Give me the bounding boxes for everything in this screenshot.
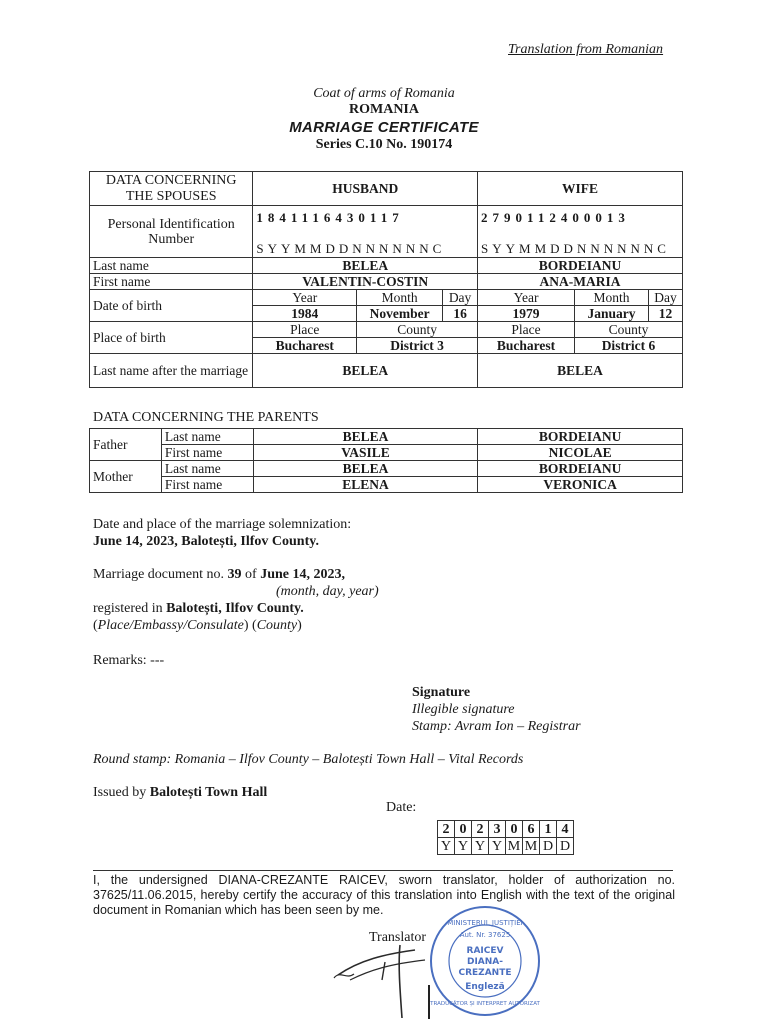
parents-section-label: DATA CONCERNING THE PARENTS [93, 410, 319, 425]
husband-month-label: Month [357, 290, 443, 306]
wife-birth-county: District 6 [574, 338, 682, 354]
wife-mother-last-name: BORDEIANU [478, 461, 683, 477]
registered-format-b: County [256, 618, 298, 633]
date-pattern: M [506, 838, 523, 855]
registered-format-a: Place/Embassy/Consulate [97, 618, 244, 633]
translator-stamp [425, 905, 545, 1017]
remarks: Remarks: --- [93, 653, 165, 668]
date-label: Date: [386, 800, 417, 815]
mother-last-name-label: Last name [161, 461, 253, 477]
father-first-name-label: First name [161, 445, 253, 461]
doc-date: June 14, 2023, [260, 567, 345, 582]
stamp-top-text: MINISTERUL JUSTIȚIEI [447, 919, 523, 927]
husband-pin-pattern: SYYMMDDNNNNNNC [256, 241, 446, 256]
wife-mother-first-name: VERONICA [478, 477, 683, 493]
signature-stroke [428, 985, 430, 1019]
date-digit: 2 [438, 821, 455, 838]
doc-date-format: (month, day, year) [276, 584, 379, 599]
issued-by: Balotești Town Hall [149, 785, 268, 800]
wife-county-label: County [574, 322, 682, 338]
translator-certification: I, the undersigned DIANA-CREZANTE RAICEV, sworn translator, holder of authorization no. 37625/11.06.2015, hereby certify the accuracy of this translation into English with the text of the original document in Romanian which has been seen by me. [93, 873, 675, 917]
registered-place: Balotești, Ilfov County. [166, 601, 304, 616]
husband-place-label: Place [253, 322, 357, 338]
father-label: Father [90, 429, 162, 461]
solemnization-place: Balotești, Ilfov County. [181, 534, 319, 549]
husband-last-name: BELEA [253, 258, 478, 274]
document-title: MARRIAGE CERTIFICATE [289, 119, 479, 136]
husband-day-label: Day [443, 290, 478, 306]
date-pattern: Y [438, 838, 455, 855]
husband-birth-year: 1984 [253, 306, 357, 322]
signature-line-1: Illegible signature [412, 702, 515, 717]
husband-first-name: VALENTIN-COSTIN [253, 274, 478, 290]
stamp-name-2: DIANA- [466, 957, 504, 967]
stamp-name-3: CREZANTE [458, 968, 512, 978]
parents-table [89, 428, 683, 493]
mother-label: Mother [90, 461, 162, 493]
round-stamp-note: Round stamp: Romania – Ilfov County – Balotești Town Hall – Vital Records [93, 752, 524, 767]
date-digit: 1 [540, 821, 557, 838]
first-name-label: First name [90, 274, 253, 290]
date-digit: 6 [523, 821, 540, 838]
wife-first-name: ANA-MARIA [478, 274, 683, 290]
solemnization-label: Date and place of the marriage solemnization: [93, 517, 352, 532]
wife-after-marriage: BELEA [478, 354, 683, 388]
husband-father-first-name: VASILE [253, 445, 478, 461]
translator-signature [330, 940, 440, 1020]
husband-birth-place: Bucharest [253, 338, 357, 354]
coat-of-arms-line: Coat of arms of Romania [313, 86, 455, 101]
husband-birth-day: 16 [443, 306, 478, 322]
wife-header: WIFE [478, 172, 683, 206]
series-number: Series C.10 No. 190174 [315, 137, 453, 152]
wife-birth-place: Bucharest [478, 338, 575, 354]
date-pattern: Y [455, 838, 472, 855]
father-last-name-label: Last name [161, 429, 253, 445]
husband-birth-month: November [357, 306, 443, 322]
issued-prefix: Issued by [93, 785, 147, 800]
translation-note: Translation from Romanian [508, 42, 664, 57]
dob-label: Date of birth [90, 290, 253, 322]
wife-place-label: Place [478, 322, 575, 338]
stamp-authorization: Aut. Nr. 37625 [459, 931, 511, 939]
certification-divider [93, 870, 673, 871]
marriage-document-block: Marriage document no. 39 of June 14, 2023, (month, day, year) registered in Balotești, Ilfov County. (Place/Embassy/Consulate) (County) [93, 567, 379, 633]
signature-line-2: Stamp: Avram Ion – Registrar [412, 719, 581, 734]
stamp-language: Engleză [465, 982, 505, 992]
solemnization-date: June 14, 2023, [93, 534, 178, 549]
wife-birth-month: January [574, 306, 648, 322]
doc-number: 39 [227, 567, 242, 582]
doc-prefix: Marriage document no. [93, 567, 225, 582]
wife-month-label: Month [574, 290, 648, 306]
wife-birth-year: 1979 [478, 306, 575, 322]
husband-father-last-name: BELEA [253, 429, 478, 445]
spouses-section-label: DATA CONCERNING THE SPOUSES [90, 172, 253, 206]
doc-of: of [245, 567, 257, 582]
solemnization-block [93, 516, 351, 550]
husband-mother-last-name: BELEA [253, 461, 478, 477]
date-pattern: Y [489, 838, 506, 855]
date-pattern: D [557, 838, 574, 855]
date-digit: 3 [489, 821, 506, 838]
husband-year-label: Year [253, 290, 357, 306]
registered-prefix: registered in [93, 601, 163, 616]
husband-mother-first-name: ELENA [253, 477, 478, 493]
stamp-bottom-text: TRADUCĂTOR ȘI INTERPRET AUTORIZAT [430, 1001, 540, 1007]
date-digit: 0 [506, 821, 523, 838]
mother-first-name-label: First name [161, 477, 253, 493]
husband-header: HUSBAND [253, 172, 478, 206]
wife-birth-day: 12 [648, 306, 682, 322]
wife-pin-pattern: SYYMMDDNNNNNNC [481, 241, 670, 256]
date-pattern: M [523, 838, 540, 855]
last-name-label: Last name [90, 258, 253, 274]
husband-after-marriage: BELEA [253, 354, 478, 388]
stamp-name-1: RAICEV [466, 946, 504, 956]
date-pattern: Y [472, 838, 489, 855]
translator-label: Translator [369, 930, 427, 945]
husband-birth-county: District 3 [357, 338, 478, 354]
wife-year-label: Year [478, 290, 575, 306]
wife-pin: 2790112400013 [481, 210, 630, 225]
pob-label: Place of birth [90, 322, 253, 354]
issue-date-box [437, 820, 574, 855]
signature-block [412, 684, 581, 735]
wife-day-label: Day [648, 290, 682, 306]
date-pattern: D [540, 838, 557, 855]
date-digit: 2 [472, 821, 489, 838]
issued-by-line [93, 784, 267, 801]
spouses-table [89, 171, 683, 388]
husband-pin: 1841116430117 [256, 210, 404, 225]
signature-title: Signature [412, 685, 471, 700]
date-digit: 0 [455, 821, 472, 838]
husband-county-label: County [357, 322, 478, 338]
pin-label: Personal Identification Number [90, 206, 253, 258]
wife-last-name: BORDEIANU [478, 258, 683, 274]
country-name: ROMANIA [349, 102, 419, 117]
wife-father-last-name: BORDEIANU [478, 429, 683, 445]
after-marriage-label: Last name after the marriage [90, 354, 253, 388]
date-digit: 4 [557, 821, 574, 838]
wife-father-first-name: NICOLAE [478, 445, 683, 461]
